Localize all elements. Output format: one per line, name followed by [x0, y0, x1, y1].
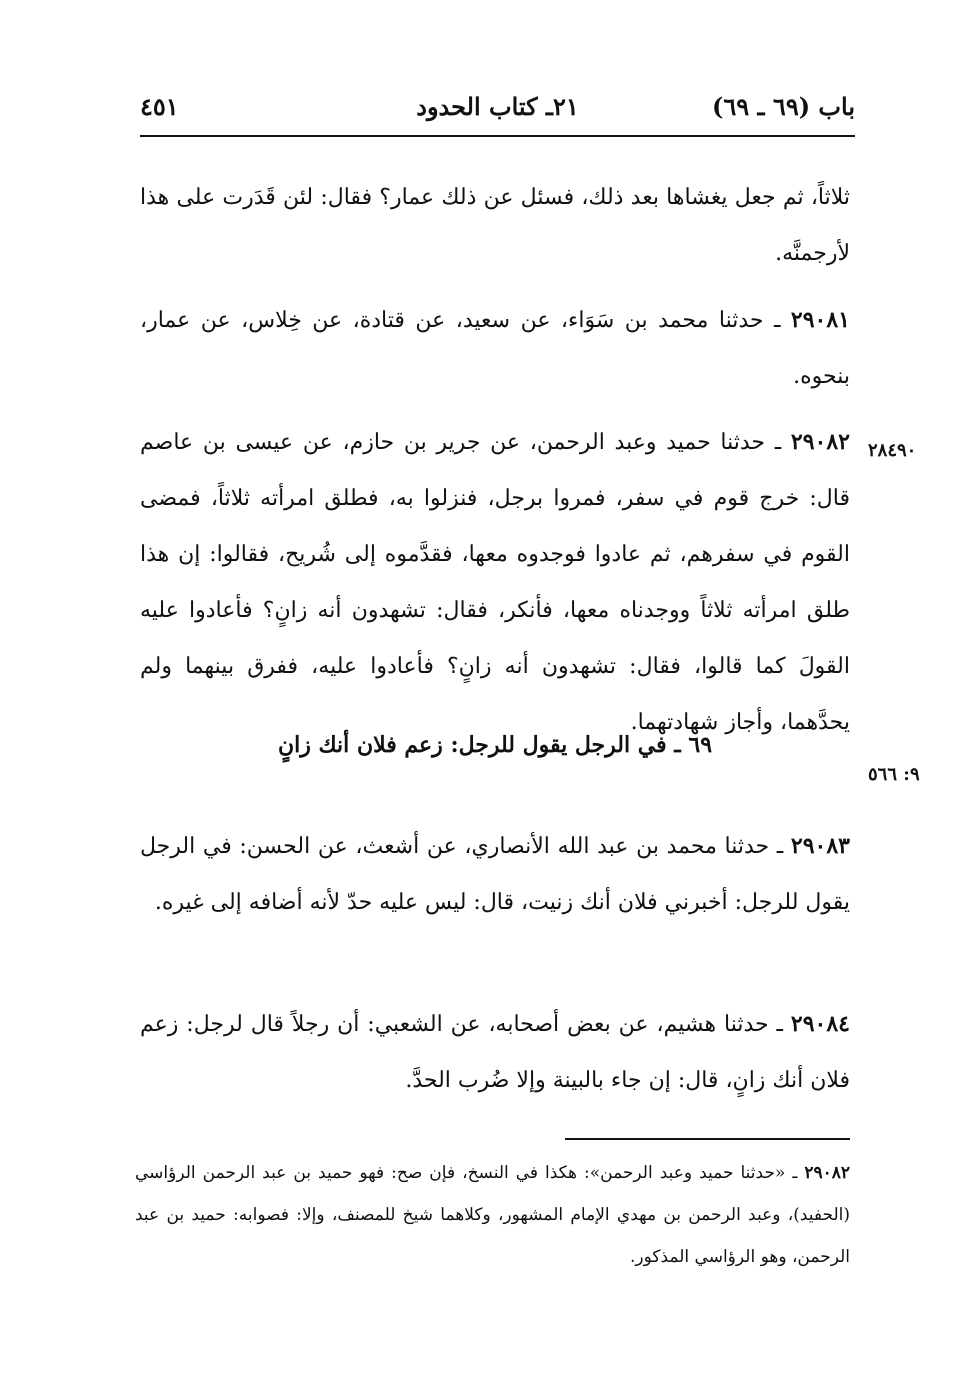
hadith-29081 — [140, 292, 850, 405]
section-heading: ٦٩ ـ في الرجل يقول للرجل: زعم فلان أنك زانٍ — [277, 732, 713, 758]
hadith-text: ـ حدثنا حميد وعبد الرحمن، عن جرير بن حازم، عن عيسى بن عاصم قال: خرج قوم في سفر، فمروا برجل، فنزلوا به، فطلق امرأته ثلاثاً، فمضى القوم في سفرهم، ثم عادوا فوجدوه معها، فقدَّموه إلى شُريح، فقالوا: إن هذا طلق امرأته ثلاثاً ووجدناه معها، فأنكر، فقال: تشهدون أنه زانٍ؟ فأعادوا عليه القولَ كما قالوا، فقال: تشهدون أنه زانٍ؟ فأعادوا عليه، ففرق بينهما ولم يحدَّهما، وأجاز شهادتهما. — [140, 430, 850, 735]
hadith-29083 — [140, 818, 850, 931]
page-number: ٤٥١ — [140, 92, 179, 121]
footnote — [135, 1152, 850, 1278]
paragraph-text: ثلاثاً، ثم جعل يغشاها بعد ذلك، فسئل عن ذلك عمار؟ فقال: لئن قَدَرت على هذا لأرجمنَّه. — [140, 185, 850, 266]
hadith-29082 — [140, 414, 850, 751]
hadith-text: ـ حدثنا هشيم، عن بعض أصحابه، عن الشعبي: أن رجلاً قال لرجل: زعم فلان أنك زانٍ، قال: إن جاء بالبينة وإلا ضُرب الحدَّ. — [140, 1012, 850, 1093]
book-title: ٢١ـ كتاب الحدود — [416, 92, 579, 121]
hadith-text: ـ حدثنا محمد بن سَوَاء، عن سعيد، عن قتادة، عن خِلاس، عن عمار، بنحوه. — [140, 308, 850, 389]
footnote-rule — [565, 1138, 850, 1140]
margin-reference: ٩: ٥٦٦ — [868, 764, 920, 785]
paragraph-continuation — [140, 170, 850, 282]
chapter-label: باب (٦٩ ـ ٦٩) — [712, 92, 855, 121]
hadith-29084 — [140, 996, 850, 1109]
page-header — [140, 92, 855, 132]
hadith-number: ٢٩٠٨١ — [790, 307, 850, 333]
footnote-text: ـ «حدثنا حميد وعبد الرحمن»: هكذا في النسخ، فإن صح: فهو حميد بن عبد الرحمن الرؤاسي (الحفيد)، وعبد الرحمن بن مهدي الإمام المشهور، وكلاهما شيخ للمصنف، وإلا: فصوابه: حميد بن عبد الرحمن، وهو الرؤاسي المذكور. — [135, 1163, 850, 1267]
hadith-text: ـ حدثنا محمد بن عبد الله الأنصاري، عن أشعث، عن الحسن: في الرجل يقول للرجل: أخبرني فلان أنك زنيت، قال: ليس عليه حدّ لأنه أضافه إلى غيره. — [140, 834, 850, 915]
hadith-number: ٢٩٠٨٢ — [790, 429, 850, 455]
hadith-number: ٢٩٠٨٤ — [790, 1011, 850, 1037]
footnote-number: ٢٩٠٨٢ — [804, 1163, 850, 1183]
hadith-number: ٢٩٠٨٣ — [790, 833, 850, 859]
header-rule — [140, 135, 855, 137]
margin-reference: ٢٨٤٩٠ — [868, 440, 917, 461]
